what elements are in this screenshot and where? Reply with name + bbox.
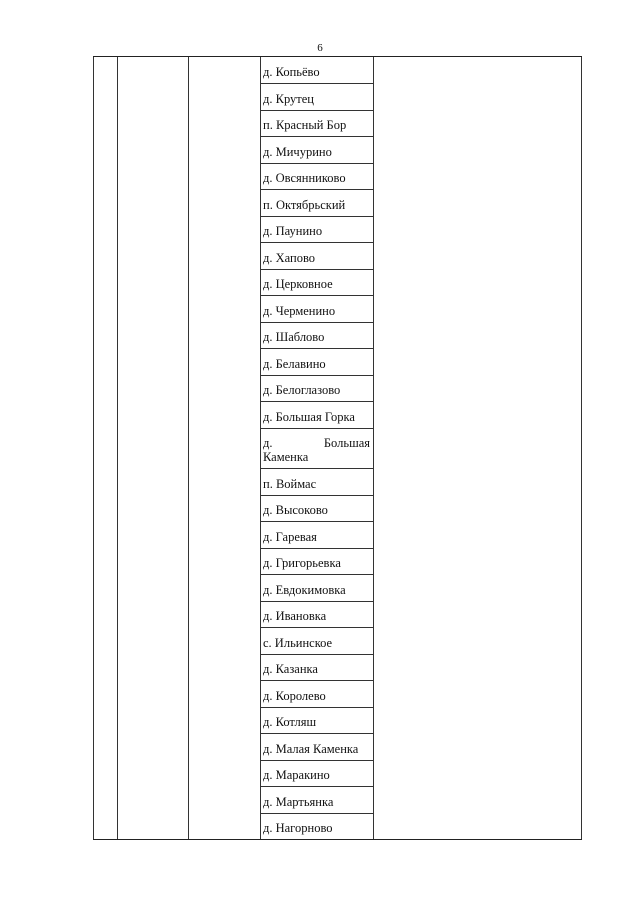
table-row [260, 787, 373, 814]
column-divider [188, 57, 189, 839]
table-row [260, 602, 373, 628]
table-row [260, 57, 373, 84]
table-row [260, 376, 373, 402]
settlement-name: с. Ильинское [263, 636, 333, 650]
table-row [260, 111, 373, 137]
table-row [260, 761, 373, 787]
settlement-name: д. Паунино [263, 224, 323, 238]
settlement-name-line-1 [263, 436, 370, 450]
settlement-name: д. Гаревая [263, 530, 317, 544]
table-row [260, 217, 373, 243]
settlement-name: д. Королево [263, 689, 326, 703]
settlement-name: д. Котляш [263, 715, 317, 729]
settlement-name: п. Октябрьский [263, 198, 346, 212]
table-row [260, 164, 373, 190]
settlement-name: д. Копьёво [263, 65, 320, 79]
settlements-column [260, 57, 373, 839]
settlement-name: д. Церковное [263, 277, 333, 291]
table-row [260, 708, 373, 734]
settlement-name: д. Евдокимовка [263, 583, 346, 597]
settlement-name: д. Казанка [263, 662, 318, 676]
settlement-name: д. Малая Каменка [263, 742, 359, 756]
table-row [260, 349, 373, 376]
settlements-table [93, 56, 582, 840]
settlement-name: д. Нагорново [263, 821, 333, 835]
table-row [260, 323, 373, 349]
settlement-name: д. Маракино [263, 768, 330, 782]
settlement-name: д. Белавино [263, 357, 326, 371]
settlement-name: д. Большая Горка [263, 410, 355, 424]
settlement-type: д. [263, 436, 273, 450]
table-row [260, 549, 373, 575]
settlement-name: д. Высоково [263, 503, 328, 517]
settlement-name: д. Хапово [263, 251, 316, 265]
column-divider [373, 57, 374, 839]
table-row [260, 402, 373, 429]
table-row [260, 814, 373, 839]
table-border-right [581, 57, 582, 839]
table-row [260, 243, 373, 270]
settlement-name: д. Белоглазово [263, 383, 341, 397]
table-border-left [93, 57, 94, 839]
table-row [260, 137, 373, 164]
settlement-name: д. Черменино [263, 304, 336, 318]
table-row [260, 84, 373, 111]
table-row [260, 655, 373, 681]
settlement-name: п. Воймас [263, 477, 317, 491]
settlement-name-part: Большая [323, 436, 370, 450]
table-row [260, 522, 373, 549]
table-row [260, 496, 373, 522]
settlement-name: д. Крутец [263, 92, 314, 106]
settlement-name: п. Красный Бор [263, 118, 347, 132]
table-row [260, 429, 373, 469]
table-row [260, 296, 373, 323]
settlement-name: д. Шаблово [263, 330, 325, 344]
table-row [260, 681, 373, 708]
column-divider [117, 57, 118, 839]
table-row [260, 190, 373, 217]
settlement-name: д. Ивановка [263, 609, 327, 623]
settlement-name: д. Мартьянка [263, 795, 334, 809]
settlement-name: д. Овсянниково [263, 171, 346, 185]
settlement-name-part: Каменка [263, 450, 309, 464]
settlement-name: д. Григорьевка [263, 556, 341, 570]
table-row [260, 575, 373, 602]
table-row [260, 469, 373, 496]
table-row [260, 270, 373, 296]
table-row [260, 734, 373, 761]
page-number: 6 [317, 42, 323, 54]
table-row [260, 628, 373, 655]
settlement-name: д. Мичурино [263, 145, 332, 159]
